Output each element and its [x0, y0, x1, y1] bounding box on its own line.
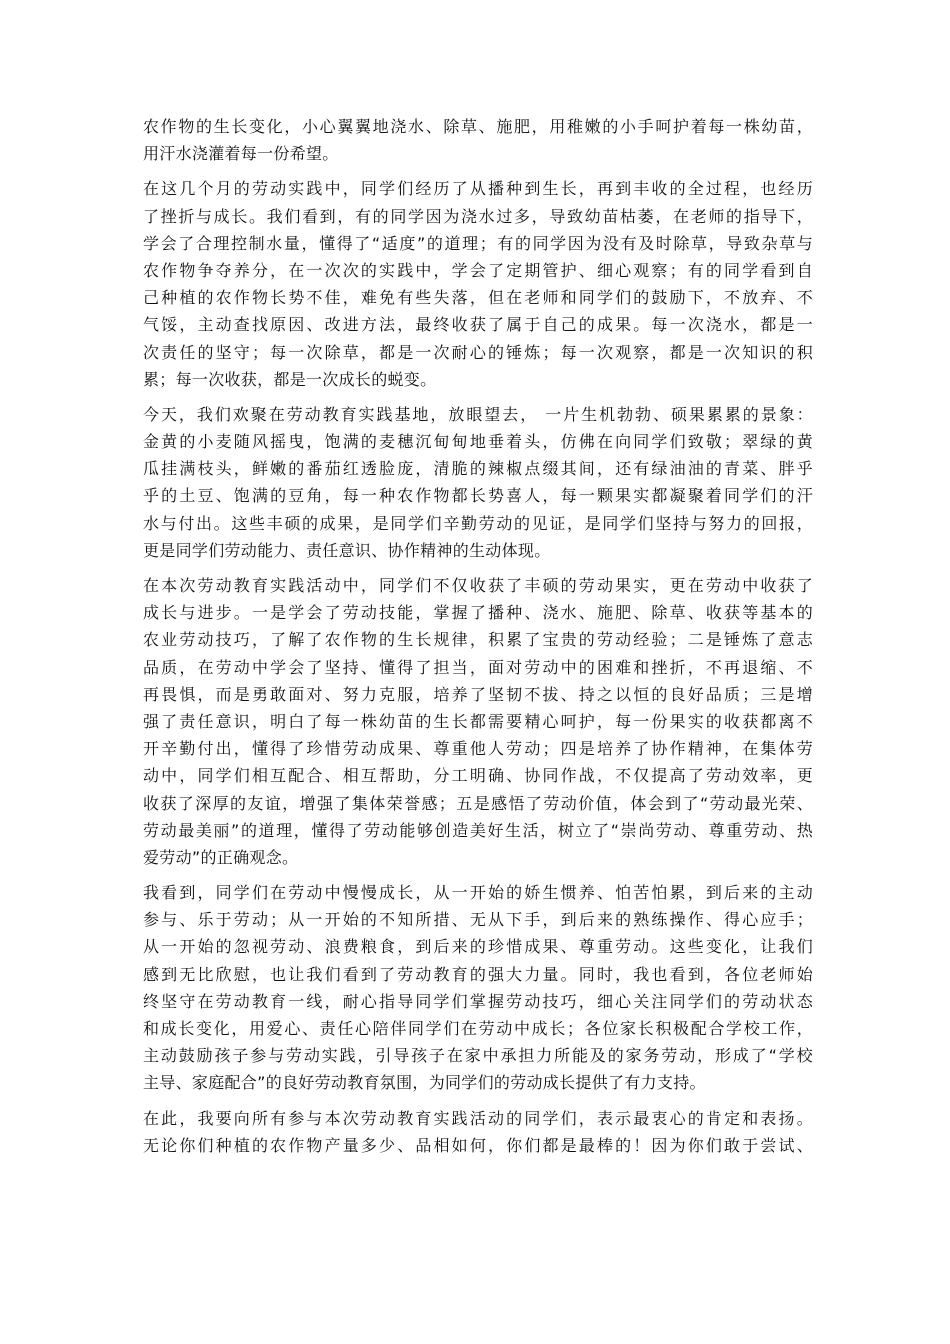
text-line: 在此，我要向所有参与本次劳动教育实践活动的同学们，表示最衷心的肯定和表扬。: [143, 1108, 813, 1128]
text-line: 学会了合理控制水量，懂得了“适度”的道理；有的同学因为没有及时除草，导致杂草与: [143, 233, 813, 253]
text-line: 农作物的生长变化，小心翼翼地浇水、除草、施肥，用稚嫩的小手呵护着每一株幼苗，: [143, 117, 813, 136]
text-line: 用汗水浇灌着每一份希望。: [143, 144, 339, 164]
text-line: 主动鼓励孩子参与劳动实践，引导孩子在家中承担力所能及的家务劳动，形成了“学校: [143, 1046, 813, 1066]
text-line: 终坚守在劳动教育一线，耐心指导同学们掌握劳动技巧，细心关注同学们的劳动状态: [143, 991, 813, 1011]
text-line: 瓜挂满枝头，鲜嫩的番茄红透脸庞，清脆的辣椒点缀其间，还有绿油油的青菜、胖乎: [143, 459, 813, 479]
text-line: 感到无比欣慰，也让我们看到了劳动教育的强大力量。同时，我也看到，各位老师始: [143, 964, 813, 984]
text-line: 劳动最美丽”的道理，懂得了劳动能够创造美好生活，树立了“崇尚劳动、尊重劳动、热: [143, 820, 813, 840]
text-line: 在这几个月的劳动实践中，同学们经历了从播种到生长，再到丰收的全过程，也经历: [143, 179, 813, 199]
text-line: 了挫折与成长。我们看到，有的同学因为浇水过多，导致幼苗枯萎，在老师的指导下，: [143, 206, 813, 226]
text-line: 爱劳动”的正确观念。: [143, 847, 299, 867]
text-line: 我看到，同学们在劳动中慢慢成长，从一开始的娇生惯养、怕苦怕累，到后来的主动: [143, 883, 813, 903]
paragraph: [143, 113, 813, 167]
document-body: [143, 113, 813, 1167]
text-line: 无论你们种植的农作物产量多少、品相如何，你们都是最棒的！因为你们敢于尝试、: [143, 1135, 813, 1155]
text-line: 主导、家庭配合”的良好劳动教育氛围，为同学们的劳动成长提供了有力支持。: [143, 1073, 706, 1093]
text-line: 收获了深厚的友谊，增强了集体荣誉感；五是感悟了劳动价值，体会到了“劳动最光荣、: [143, 793, 813, 813]
text-line: 强了责任意识，明白了每一株幼苗的生长都需要精心呵护，每一份果实的收获都离不: [143, 711, 813, 731]
paragraph: [143, 572, 813, 871]
text-line: 次责任的坚守；每一次除草，都是一次耐心的锤炼；每一次观察，都是一次知识的积: [143, 342, 813, 362]
text-line: 农作物争夺养分，在一次次的实践中，学会了定期管护、细心观察；有的同学看到自: [143, 260, 813, 280]
text-line: 成长与进步。一是学会了劳动技能，掌握了播种、浇水、施肥、除草、收获等基本的: [143, 603, 813, 623]
text-line: 更是同学们劳动能力、责任意识、协作精神的生动体现。: [143, 540, 551, 560]
text-line: 和成长变化，用爱心、责任心陪伴同学们在劳动中成长；各位家长积极配合学校工作，: [143, 1019, 813, 1038]
text-line: 累；每一次收获，都是一次成长的蜕变。: [143, 369, 437, 389]
text-line: 再畏惧，而是勇敢面对、努力克服，培养了坚韧不拔、持之以恒的良好品质；三是增: [143, 684, 813, 704]
text-line: 气馁，主动查找原因、改进方法，最终收获了属于自己的成果。每一次浇水，都是一: [143, 315, 813, 335]
text-line: 开辛勤付出，懂得了珍惜劳动成果、尊重他人劳动；四是培养了协作精神，在集体劳: [143, 739, 813, 759]
text-line: 品质，在劳动中学会了坚持、懂得了担当，面对劳动中的困难和挫折，不再退缩、不: [143, 657, 813, 677]
paragraph: [143, 401, 813, 564]
text-line: 在本次劳动教育实践活动中，同学们不仅收获了丰硕的劳动果实，更在劳动中收获了: [143, 576, 813, 595]
paragraph: [143, 879, 813, 1097]
text-line: 农业劳动技巧，了解了农作物的生长规律，积累了宝贵的劳动经验；二是锤炼了意志: [143, 630, 813, 650]
text-line: 乎的土豆、饱满的豆角，每一种农作物都长势喜人，每一颗果实都凝聚着同学们的汗: [143, 486, 813, 506]
text-line: 己种植的农作物长势不佳，难免有些失落，但在老师和同学们的鼓励下，不放弃、不: [143, 288, 813, 308]
paragraph: [143, 175, 813, 393]
paragraph: [143, 1105, 813, 1159]
text-line: 参与、乐于劳动；从一开始的不知所措、无从下手，到后来的熟练操作、得心应手；: [143, 910, 813, 930]
text-line: 从一开始的忽视劳动、浪费粮食，到后来的珍惜成果、尊重劳动。这些变化，让我们: [143, 937, 813, 957]
text-line: 动中，同学们相互配合、相互帮助，分工明确、协同作战，不仅提高了劳动效率，更: [143, 766, 813, 786]
text-line: 金黄的小麦随风摇曳，饱满的麦穗沉甸甸地垂着头，仿佛在向同学们致敬；翠绿的黄: [143, 432, 813, 452]
text-line: 今天，我们欢聚在劳动教育实践基地，放眼望去， 一片生机勃勃、硕果累累的景象：: [143, 404, 813, 424]
text-line: 水与付出。这些丰硕的成果，是同学们辛勤劳动的见证，是同学们坚持与努力的回报，: [143, 513, 813, 533]
